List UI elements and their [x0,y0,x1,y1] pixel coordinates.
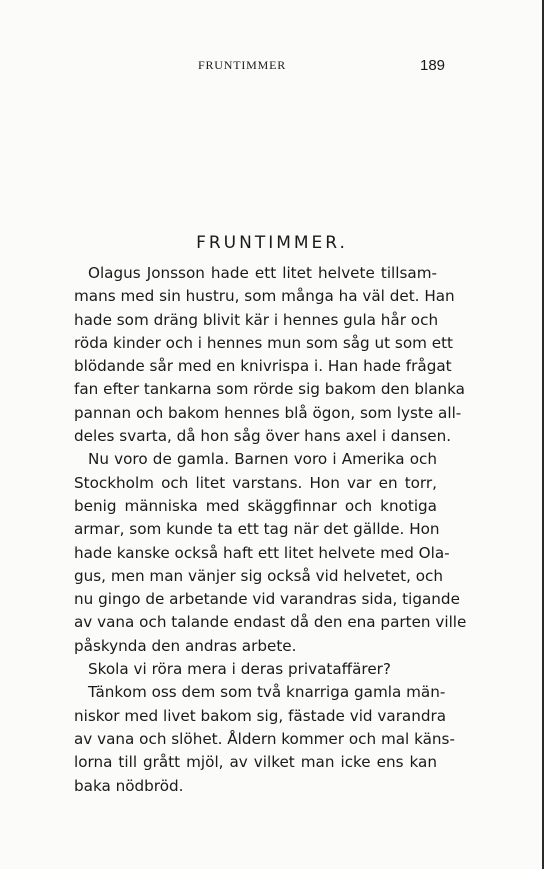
text-line: hade som dräng blivit kär i hennes gula hår och [74,310,439,329]
text-line: Stockholm och litet varstans. Hon var en torr, [74,473,437,492]
text-line: Nu voro de gamla. Barnen voro i Amerika och [88,450,437,469]
body-text [74,262,467,798]
text-line: niskor med livet bakom sig, fästade vid varandra [74,706,447,725]
chapter-title: FRUNTIMMER. [196,233,348,253]
text-line: Olagus Jonsson hade ett litet helvete tillsam- [88,264,437,282]
page-number: 189 [420,57,446,74]
text-line: gus, men man vänjer sig också vid helvetet, och [74,566,443,585]
text-line: Skola vi röra mera i deras privataffärer? [88,660,391,679]
text-line: mans med sin hustru, som många ha väl det. Han [74,287,455,306]
text-line: av vana och talande endast då den ena parten ville [74,613,467,632]
text-line: pannan och bakom hennes blå ögon, som lyste all- [74,403,462,422]
text-line: deles svarta, då hon såg över hans axel i dansen. [74,427,452,446]
text-line: Tänkom oss dem som två knarriga gamla män- [88,683,446,702]
text-line: armar, som kunde ta ett tag när det gällde. Hon [74,520,440,539]
text-line: nu gingo de arbetande vid varandras sida, tigande [74,590,460,609]
text-line: hade kanske också haft ett litet helvete med Ola- [74,543,450,562]
text-line: blödande sår med en knivrispa i. Han hade frågat [74,357,452,376]
text-line: påskynda den andras arbete. [74,636,297,655]
running-head [0,58,544,78]
text-line: benig människa med skäggfinnar och knotiga [74,496,437,515]
running-title: FRUNTIMMER [198,58,287,72]
text-line: av vana och slöhet. Åldern kommer och mal käns- [74,729,455,748]
text-line: röda kinder och i hennes mun som såg ut som ett [74,333,453,352]
text-line: lorna till grått mjöl, av vilket man icke ens kan [74,753,437,772]
text-line: baka nödbröd. [74,776,184,795]
text-line: fan efter tankarna som rörde sig bakom den blanka [74,380,465,399]
